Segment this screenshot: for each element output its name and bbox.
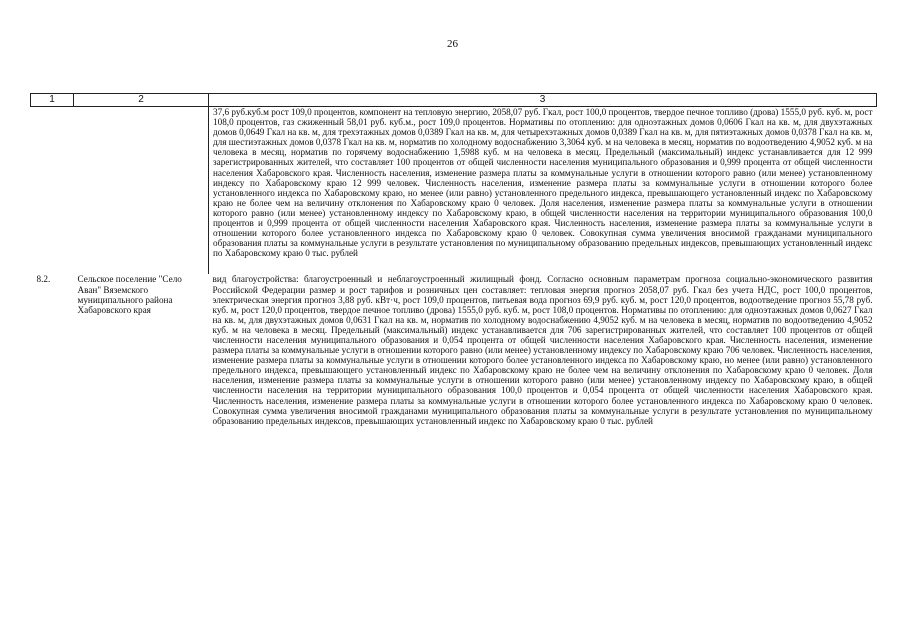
page-number: 26 — [447, 38, 458, 50]
table-header — [31, 94, 877, 107]
row-number-cell: 8.2. — [36, 274, 51, 285]
table-body — [31, 107, 877, 426]
column-header-1: 1 — [31, 94, 74, 107]
column-header-2: 2 — [74, 94, 209, 107]
description-cell: 37,6 руб.куб.м рост 109,0 процентов, компонент на тепловую энергию, 2058,07 руб. Гкал, рост 100,0 процентов, твердое печное топливо (дрова) 1555,0 руб. куб. м, рост 108,0 процентов, газ сжиженный 58,01 руб. куб.м., рост 109,0 процентов. Нормативы по отоплению: для одноэтажных домов 0,0606 Гкал на кв. м, для двухэтажных домов 0,0649 Гкал на кв. м, для трехэтажных домов 0,0389 Гкал на кв. м, для четырехэтажных домов 0,0389 Гкал на кв. м, для пятиэтажных домов 0,0378 Гкал на кв. м, для шестиэтажных домов 0,0378 Гкал на кв. м, норматив по холодному водоснабжению 3,3064 куб. м на человека в месяц, норматив по водоотведению 4,9052 куб. м на человека в месяц, норматив по горячему водоснабжению 1,5988 куб. м на человека в месяц. Предельный (максимальный) индекс устанавливается для 12 999 зарегистрированных жителей, что составляет 100 процентов от общей численности населения муниципального образования и 0,999 процента от общей численности населения Хабаровского края. Численность населения, изменение размера платы за коммунальные услуги в отношении которого равно (или менее) установленному индексу по Хабаровскому краю 12 999 человек. Численность населения, изменение размера платы за коммунальные услуги в отношении которого более установленного индекса по Хабаровскому краю, но менее (или равно) установленного предельного индекса, превышающего установленный индекс по Хабаровскому краю не более чем на величину отклонения по Хабаровскому краю 0 человек. Доля населения, изменение размера платы за коммунальные услуги в отношении которого равно (или менее) установленному индексу по Хабаровскому краю, в общей численности населения на территории муниципального образования 100,0 процентов и 0,999 процента от общей численности населения Хабаровского края. Численность населения, изменение размера платы за коммунальные услуги в отношении которого более установленного индекса по Хабаровскому краю 0 человек. Совокупная сумма увеличения вносимой гражданами муниципального образования платы за коммунальные услуги в результате установления по муниципальному образованию предельных индексов, превышающих установленный индекс по Хабаровскому краю 0 тыс. рублей — [209, 107, 877, 275]
table-row — [31, 107, 877, 275]
municipality-name-cell: Сельское поселение "Село Аван" Вяземского муниципального района Хабаровского края — [77, 274, 182, 315]
row-number-cell — [31, 107, 74, 275]
document-table — [30, 93, 877, 426]
table-row — [31, 274, 877, 425]
municipality-name-cell — [74, 107, 209, 275]
table-header-row — [31, 94, 877, 107]
description-cell: вид благоустройства: благоустроенный и неблагоустроенный жилищный фонд. Согласно основным параметрам прогноза социально-экономического развития Российской Федерации размер и рост тарифов и розничных цен составляет: тепловая энергия прогноз 2058,07 руб. Гкал без учета НДС, рост 100,0 процентов, электрическая энергия прогноз 3,88 руб. кВт·ч, рост 109,0 процентов, питьевая вода прогноз 69,9 руб. куб. м, рост 120,0 процентов, водоотведение прогноз 55,78 руб. куб. м, рост 120,0 процентов, твердое печное топливо (дрова) 1555,0 руб. куб. м, рост 108,0 процентов. Нормативы по отоплению: для одноэтажных домов 0,0627 Гкал на кв. м, для двухэтажных домов 0,0631 Гкал на кв. м, норматив по холодному водоснабжению 4,9052 куб. м на человека в месяц, норматив по водоотведению 4,9052 куб. м на человека в месяц. Предельный (максимальный) индекс устанавливается для 706 зарегистрированных жителей, что составляет 100 процентов от общей численности населения муниципального образования и 0,054 процента от общей численности населения Хабаровского края. Численность населения, изменение размера платы за коммунальные услуги в отношении которого равно (или менее) установленному индексу по Хабаровскому краю 706 человек. Численность населения, изменение размера платы за коммунальные услуги в отношении которого более установленного индекса по Хабаровскому краю, но менее (или равно) установленного предельного индекса, превышающего установленный индекс по Хабаровскому краю не более чем на величину отклонения по Хабаровскому краю 0 человек. Доля населения, изменение размера платы за коммунальные услуги в отношении которого равно (или менее) установленному индексу по Хабаровскому краю, в общей численности населения на территории муниципального образования 100,0 процентов и 0,054 процента от общей численности населения Хабаровского края. Численность населения, изменение размера платы за коммунальные услуги в отношении которого более установленного индекса по Хабаровскому краю 0 человек. Совокупная сумма увеличения вносимой гражданами муниципального образования платы за коммунальные услуги в результате установления по муниципальному образованию предельных индексов, превышающих установленный индекс по Хабаровскому краю 0 тыс. рублей — [212, 274, 873, 426]
column-header-3: 3 — [209, 94, 877, 107]
